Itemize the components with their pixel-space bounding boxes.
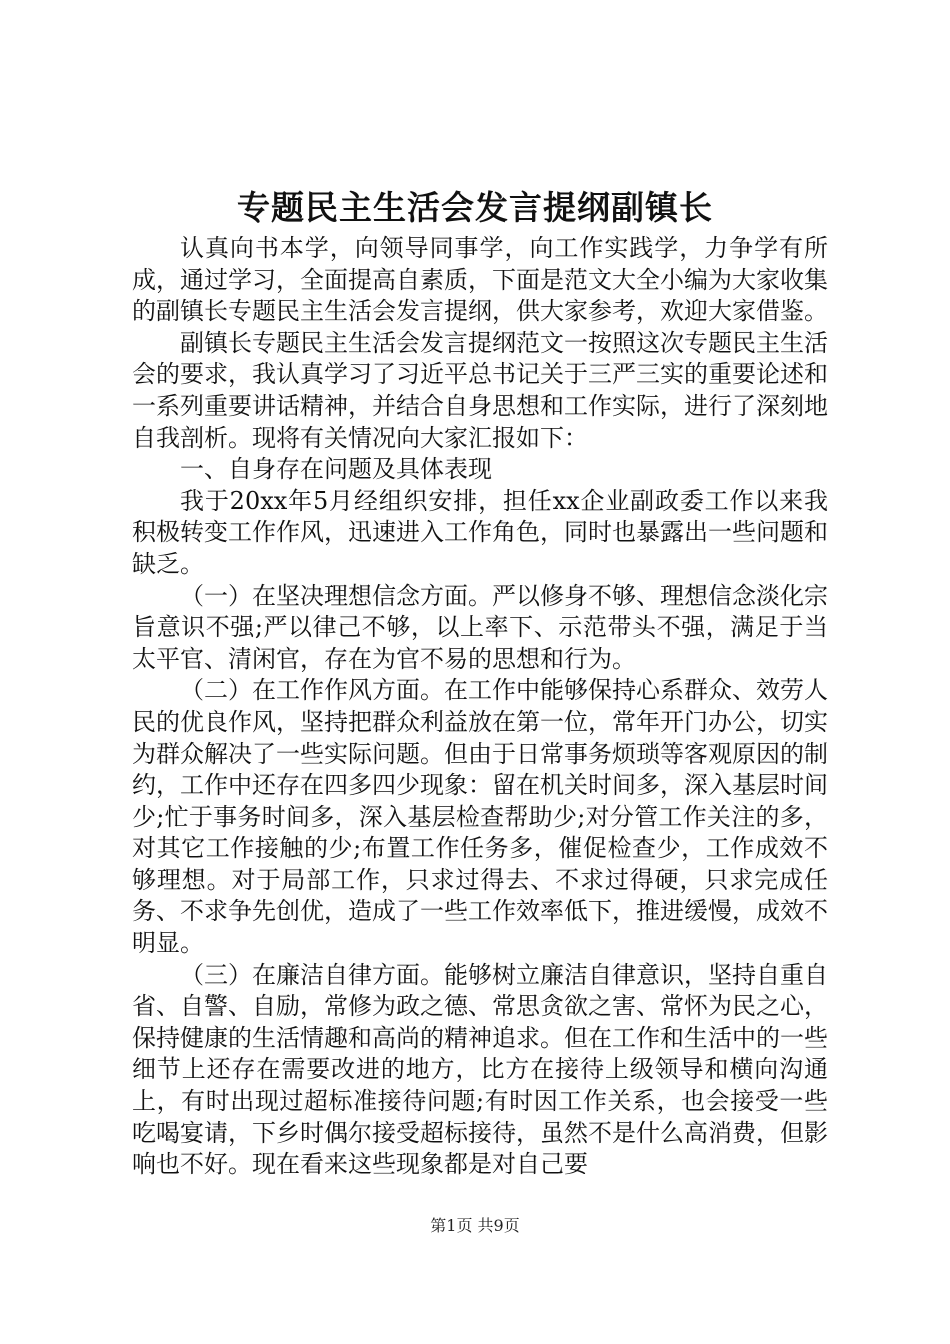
page-number: 第1页 共9页: [430, 1216, 520, 1235]
paragraph-opening: 副镇长专题民主生活会发言提纲范文一按照这次专题民主生活会的要求，我认真学习了习近平总书记关于三严三实的重要论述和一系列重要讲话精神，并结合自身思想和工作实际，进行了深刻地自我剖析。现将有关情况向大家汇报如下：: [132, 328, 828, 452]
paragraph-item-3: （三）在廉洁自律方面。能够树立廉洁自律意识，坚持自重自省、自警、自励，常修为政之德、常思贪欲之害、常怀为民之心，保持健康的生活情趣和高尚的精神追求。但在工作和生活中的一些细节上还存在需要改进的地方，比方在接待上级领导和横向沟通上，有时出现过超标准接待问题;有时因工作关系，也会接受一些吃喝宴请，下乡时偶尔接受超标接待，虽然不是什么高消费，但影响也不好。现在看来这些现象都是对自己要: [132, 960, 828, 1179]
paragraph-item-2: （二）在工作作风方面。在工作中能够保持心系群众、效劳人民的优良作风，坚持把群众利益放在第一位，常年开门办公，切实为群众解决了一些实际问题。但由于日常事务烦琐等客观原因的制约，工作中还存在四多四少现象：留在机关时间多，深入基层时间少;忙于事务时间多，深入基层检查帮助少;对分管工作关注的多，对其它工作接触的少;布置工作任务多，催促检查少，工作成效不够理想。对于局部工作，只求过得去、不求过得硬，只求完成任务、不求争先创优，造成了一些工作效率低下，推进缓慢，成效不明显。: [132, 676, 828, 958]
section-heading: 一、自身存在问题及具体表现: [180, 455, 492, 484]
paragraph-intro: 认真向书本学，向领导同事学，向工作实践学，力争学有所成，通过学习，全面提高自素质，下面是范文大全小编为大家收集的副镇长专题民主生活会发言提纲，供大家参考，欢迎大家借鉴。: [132, 234, 828, 326]
paragraph-item-1: （一）在坚决理想信念方面。严以修身不够、理想信念淡化宗旨意识不强;严以律己不够，以上率下、示范带头不强，满足于当太平官、清闲官，存在为官不易的思想和行为。: [132, 581, 828, 673]
document-title: 专题民主生活会发言提纲副镇长: [237, 188, 713, 227]
paragraph-background: 我于20xx年5月经组织安排，担任xx企业副政委工作以来我积极转变工作作风，迅速进入工作角色，同时也暴露出一些问题和缺乏。: [132, 486, 828, 578]
document-body: [132, 233, 828, 1181]
